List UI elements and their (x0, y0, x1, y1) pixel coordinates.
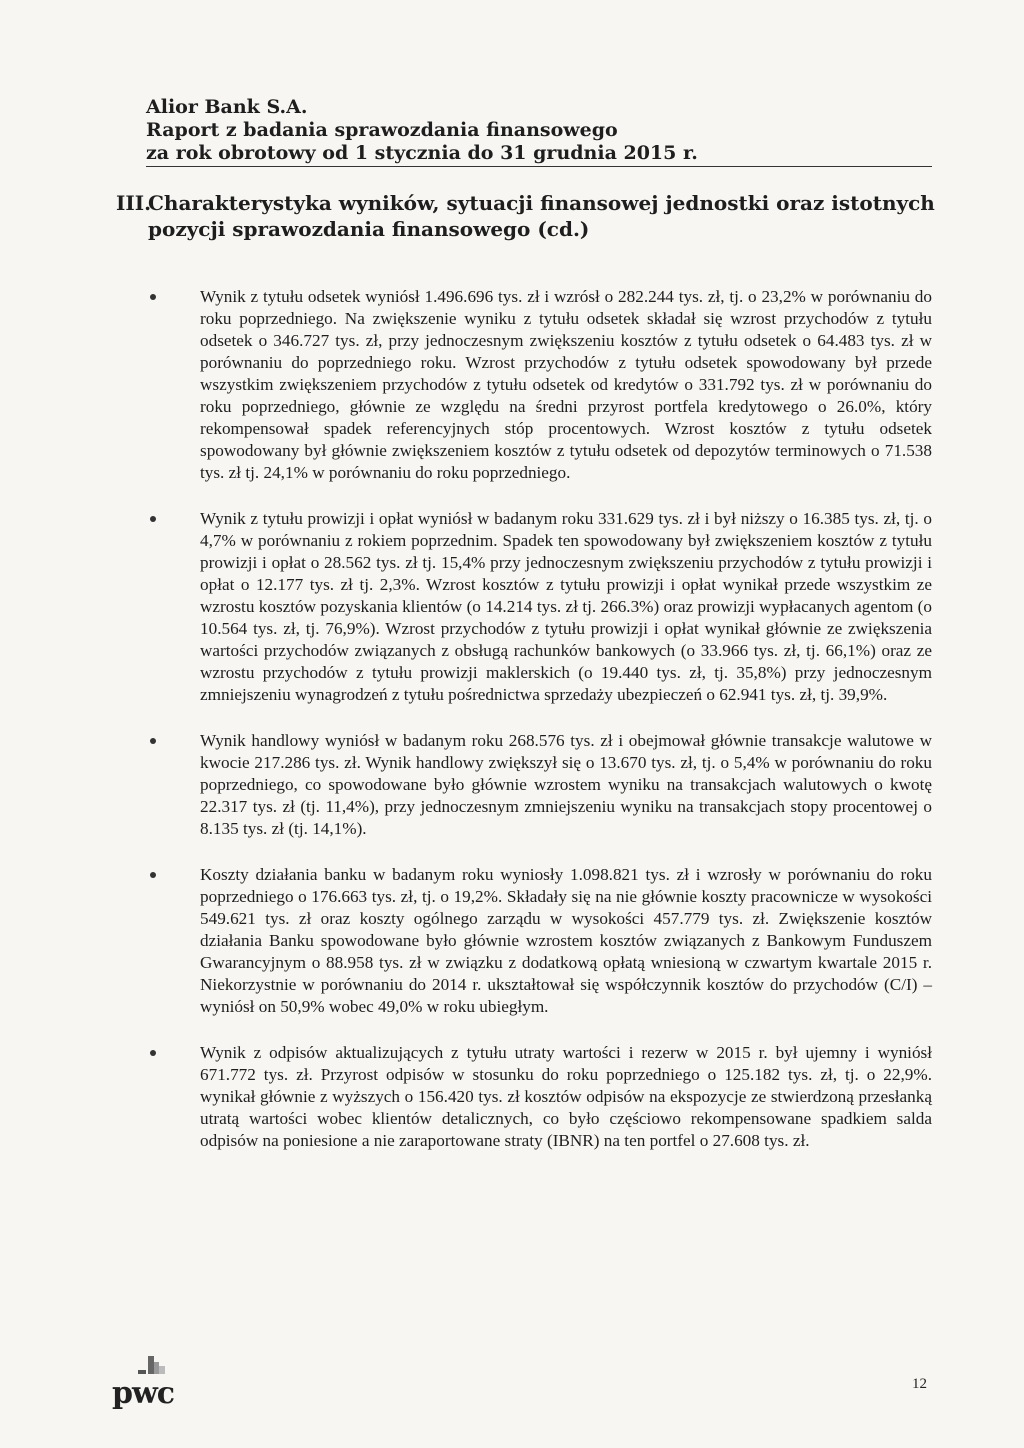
list-item (146, 508, 932, 706)
bullet-icon (150, 872, 156, 878)
page-number: 12 (912, 1376, 927, 1392)
list-item (146, 1042, 932, 1152)
bullet-icon (150, 516, 156, 522)
company-name: Alior Bank S.A. (146, 96, 308, 118)
section-heading (116, 190, 936, 242)
list-item-text: Wynik z tytułu prowizji i opłat wyniósł w badanym roku 331.629 tys. zł i był niższy o 16.385 tys. zł, tj. o 4,7% w porównaniu z rokiem poprzednim. Spadek ten spowodowany był zwiększeniem kosztów z tytułu prowizji i opłat o 28.562 tys. zł tj. 15,4% przy jednoczesnym zwiększeniu przychodów z tytułu prowizji i opłat o 12.177 tys. zł tj. 2,3%. Wzrost kosztów z tytułu prowizji i opłat wynikał przede wszystkim ze wzrostu kosztów pozyskania klientów (o 14.214 tys. zł tj. 266.3%) oraz prowizji wypłacanych agentom (o 10.564 tys. zł, tj. 76,9%). Wzrost przychodów z tytułu prowizji i opłat wynikał głównie ze zwiększenia wartości przychodów związanych z obsługą rachunków bankowych (o 33.966 tys. zł, tj. 66,1%) oraz ze wzrostu przychodów z tytułu prowizji maklerskich (o 19.440 tys. zł, tj. 35,8%) przy jednoczesnym zmniejszeniu wynagrodzeń z tytułu pośrednictwa sprzedaży ubezpieczeń o 62.941 tys. zł, tj. 39,9%. (200, 509, 932, 704)
list-item-text: Koszty działania banku w badanym roku wyniosły 1.098.821 tys. zł i wzrosły w porównaniu do roku poprzedniego o 176.663 tys. zł, tj. o 19,2%. Składały się na nie głównie koszty pracownicze w wysokości 549.621 tys. zł oraz koszty ogólnego zarządu w wysokości 457.779 tys. zł. Zwiększenie kosztów działania Banku spowodowane było głównie wzrostem kosztów związanych z Bankowym Funduszem Gwarancyjnym o 88.958 tys. zł w związku z dodatkową opłatą wniesioną w czwartym kwartale 2015 r. Niekorzystnie w porównaniu do 2014 r. ukształtował się współczynnik kosztów do przychodów (C/I) – wyniósł on 50,9% wobec 49,0% w roku ubiegłym. (200, 865, 932, 1016)
list-item (146, 286, 932, 484)
pwc-logo-text: pwc (112, 1376, 175, 1411)
list-item (146, 730, 932, 840)
report-period: za rok obrotowy od 1 stycznia do 31 grudnia 2015 r. (146, 142, 698, 164)
findings-list (146, 286, 932, 1176)
list-item-text: Wynik handlowy wyniósł w badanym roku 268.576 tys. zł i obejmował głównie transakcje walutowe w kwocie 217.286 tys. zł. Wynik handlowy zwiększył się o 13.670 tys. zł, tj. o 5,4% w porównaniu do roku poprzedniego, co spowodowane było głównie wzrostem wyniku na transakcjach walutowych o kwotę 22.317 tys. zł (tj. 11,4%), przy jednoczesnym zmniejszeniu wyniku na transakcjach stopy procentowej o 8.135 tys. zł (tj. 14,1%). (200, 731, 932, 838)
bullet-icon (150, 738, 156, 744)
list-item (146, 864, 932, 1018)
section-title: Charakterystyka wyników, sytuacji finansowej jednostki oraz istotnych pozycji sprawozdania finansowego (cd.) (148, 191, 935, 241)
report-title: Raport z badania sprawozdania finansowego (146, 119, 618, 141)
bullet-icon (150, 1050, 156, 1056)
list-item-text: Wynik z tytułu odsetek wyniósł 1.496.696 tys. zł i wzrósł o 282.244 tys. zł, tj. o 23,2% w porównaniu do roku poprzedniego. Na zwiększenie wyniku z tytułu odsetek składał się wzrost przychodów z tytułu odsetek o 346.727 tys. zł, przy jednoczesnym zwiększeniu kosztów z tytułu odsetek o 64.483 tys. zł w porównaniu do poprzedniego roku. Wzrost przychodów z tytułu odsetek spowodowany był przede wszystkim zwiększeniem przychodów z tytułu odsetek od kredytów o 331.792 tys. zł w porównaniu do roku poprzedniego, głównie ze względu na średni przyrost portfela kredytowego o 26.0%, który rekompensował spadek referencyjnych stóp procentowych. Wzrost kosztów z tytułu odsetek spowodowany był głównie zwiększeniem kosztów z tytułu odsetek od depozytów terminowych o 71.538 tys. zł tj. 24,1% w porównaniu do roku poprzedniego. (200, 287, 932, 482)
bullet-icon (150, 294, 156, 300)
header-divider (146, 166, 932, 167)
section-number: III. (116, 191, 152, 215)
report-header (146, 96, 932, 165)
pwc-logo (112, 1352, 202, 1412)
list-item-text: Wynik z odpisów aktualizujących z tytułu utraty wartości i rezerw w 2015 r. był ujemny i wyniósł 671.772 tys. zł. Przyrost odpisów w stosunku do roku poprzedniego o 125.182 tys. zł, tj. o 22,9%. wynikał głównie z wyższych o 156.420 tys. zł kosztów odpisów na ekspozycje ze stwierdzoną przesłanką utratą wartości wobec klientów detalicznych, co było częściowo rekompensowane spadkiem salda odpisów na poniesione a nie zaraportowane straty (IBNR) na ten portfel o 27.608 tys. zł. (200, 1043, 932, 1150)
